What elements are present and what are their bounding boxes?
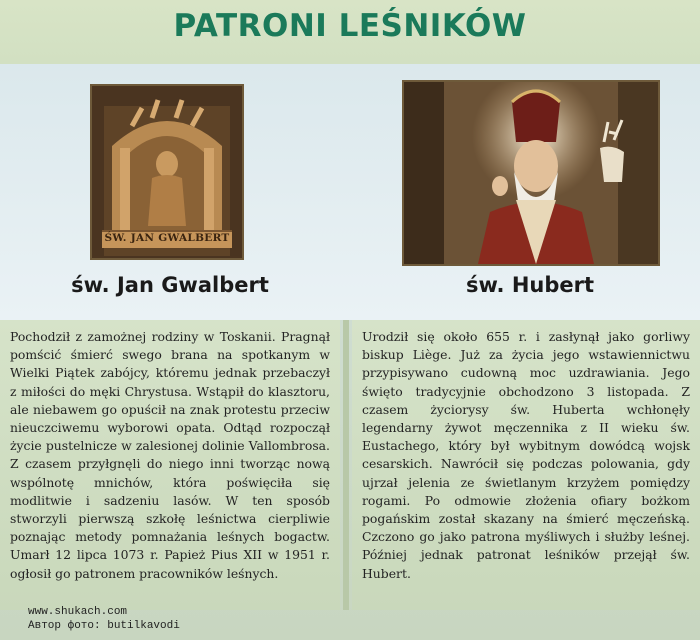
st-hubert-painting [404,82,658,264]
photo-author: Автор фото: butilkavodi [28,620,180,632]
photo-credits [28,605,180,633]
biography-text: Pochodził z zamożnej rodziny w Toskanii. Pragnął pomścić śmierć swego brana na spotkanym w Wielki Piątek zabójcy, któremu jednak przebaczył z miłości do męki Chrystusa. Wstąpił do klasztoru, ale niebawem go opuścił na znak protestu przeciw nieuczciwemu wyborowi opata. Odtąd rozpoczął życie pustelnicze w zalesionej dolinie Vallombrosa. Z czasem przyłgnęli do niego inni tworząc nową wspólnotę mnichów, która poświęciła się modlitwie i sadzeniu lasów. W ten sposób stworzyli pierwszą szkołę leśnictwa cierpliwie poznając metody pomnażania leśnych bogactw. Umarł 12 lipca 1073 r. Papież Pius XII w 1951 r. ogłosił go patronem pracowników leśnych. [10,329,330,581]
saint-name-jan-gwalbert: św. Jan Gwalbert [71,273,269,297]
st-hubert-painting-photo [402,80,660,266]
jan-gwalbert-biography [0,320,340,610]
biography-text: Urodził się około 655 r. i zasłynął jako gorliwy biskup Liège. Już za życia jego wstawiennictwu przypisywano cudowną moc uzdrawiania. Jego święto tradycyjnie obchodzono 3 listopada. Z czasem życiorysy św. Huberta wchłonęły legendarny żywot męczennika z II wieku św. Eustachego, który był wybitnym dowódcą wojsk cesarskich. Nawrócił się podczas polowania, gdy ujrzał jelenia ze świetlanym krzyżem pomiędzy rogami. Po odmowie złożenia ofiary bożkom pogańskim został skazany na śmierć męczeńską. Czczono go jako patrona myśliwych i służby leśnej. Później jednak patronat leśników przejął św. Hubert. [362,329,690,581]
saint-name-hubert: św. Hubert [465,273,595,297]
column-divider [343,320,349,610]
carving-label: ŚW. JAN GWALBERT [104,232,230,244]
site-link[interactable]: www.shukach.com [28,606,128,618]
page-title: PATRONI LEŚNIKÓW [173,8,527,44]
jan-gwalbert-carving-photo [90,84,244,260]
hubert-biography [352,320,700,610]
